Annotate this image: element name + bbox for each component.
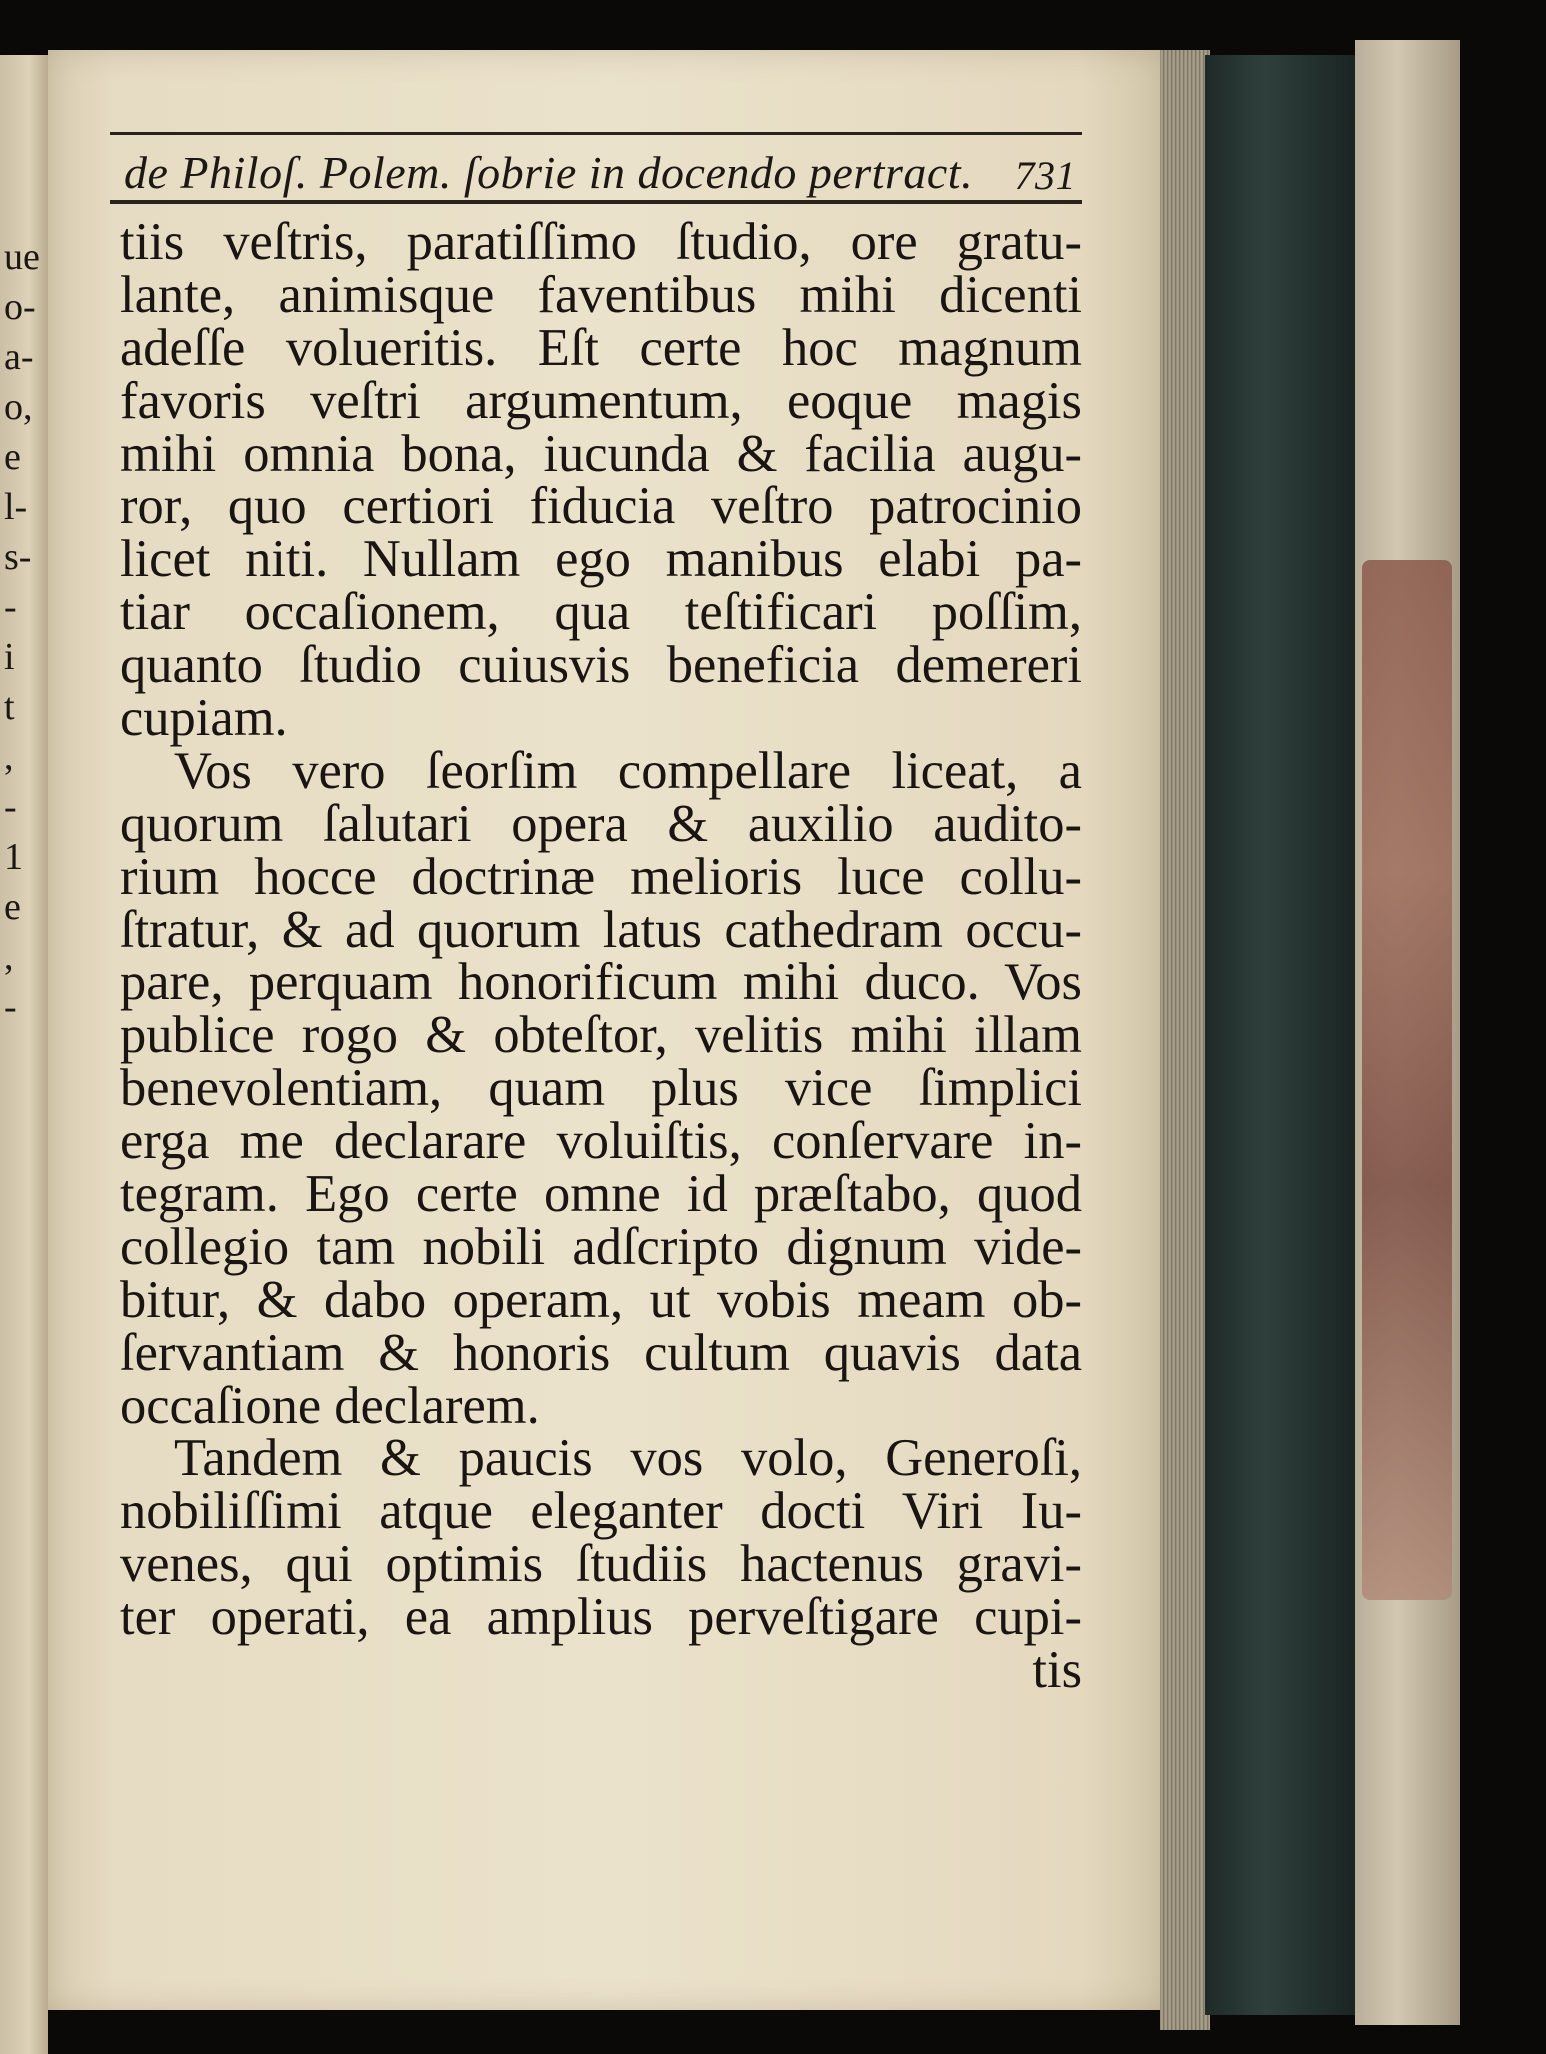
text-line: adeſſe volueritis. Eſt certe hoc magnum (120, 318, 1082, 377)
left-fragment: 1 (4, 836, 23, 878)
header-title: de Philoſ. Polem. ſobrie in docendo pertract. (124, 147, 974, 198)
left-fragment: - (4, 786, 17, 828)
text-line: mihi omnia bona, iucunda & facilia augu- (120, 424, 1082, 483)
text-line: nobiliſſimi atque eleganter docti Viri Iu- (120, 1482, 1082, 1541)
text-line: benevolentiam, quam plus vice ſimplici (120, 1059, 1082, 1118)
left-fragment: i (4, 636, 15, 678)
binding-stain (1362, 560, 1452, 1600)
text-line: quanto ſtudio cuiusvis beneficia demereri (120, 636, 1082, 695)
text-line: occaſione declarem. (120, 1376, 540, 1435)
text-line: venes, qui optimis ſtudiis hactenus gravi- (120, 1535, 1082, 1594)
left-fragment: a- (4, 336, 34, 378)
text-line: erga me declarare voluiſtis, conſervare in- (120, 1112, 1082, 1171)
text-line: ror, quo certiori fiducia veſtro patrocinio (120, 477, 1082, 536)
text-line: tegram. Ego certe omne id præſtabo, quod (120, 1165, 1082, 1224)
text-line: Tandem & paucis vos volo, Generoſi, (174, 1429, 1082, 1488)
body-text (120, 213, 1082, 1700)
left-fragment: l- (4, 486, 28, 528)
left-fragment: - (4, 586, 17, 628)
text-line: ter operati, ea amplius perveſtigare cupi- (120, 1588, 1082, 1647)
text-line: bitur, & dabo operam, ut vobis meam ob- (120, 1270, 1082, 1329)
left-fragment: o- (4, 286, 36, 328)
text-line: pare, perquam honorificum mihi duco. Vos (120, 953, 1082, 1012)
book-cover-edge (1205, 55, 1355, 2015)
header-rule-top (110, 132, 1082, 135)
left-fragment: , (4, 936, 14, 978)
left-fragment: o, (4, 386, 33, 428)
text-line: lante, animisque faventibus mihi dicenti (120, 265, 1082, 324)
page-number: 731 (1014, 153, 1076, 198)
page-edges (1160, 50, 1210, 2030)
text-line: tiis veſtris, paratiſſimo ſtudio, ore gratu- (120, 213, 1082, 271)
text-line: Vos vero ſeorſim compellare liceat, a (174, 741, 1082, 800)
text-line: collegio tam nobili adſcripto dignum vide- (120, 1217, 1082, 1276)
text-line: rium hocce doctrinæ melioris luce collu- (120, 847, 1082, 906)
top-dark-band (0, 0, 1546, 50)
left-fragment: , (4, 736, 14, 778)
left-fragment: t (4, 686, 15, 728)
text-line: cupiam. (120, 689, 288, 748)
text-line: licet niti. Nullam ego manibus elabi pa- (120, 530, 1082, 589)
left-fragment: ue (4, 236, 40, 278)
text-line: publice rogo & obteſtor, velitis mihi illam (120, 1006, 1082, 1065)
text-line: favoris veſtri argumentum, eoque magis (120, 371, 1082, 430)
text-line: quorum ſalutari opera & auxilio audito- (120, 794, 1082, 853)
header-rule-bottom (110, 200, 1082, 204)
text-line: ſtratur, & ad quorum latus cathedram occu- (120, 900, 1082, 959)
left-fragment: e (4, 436, 21, 478)
text-line: ſervantiam & honoris cultum quavis data (120, 1323, 1082, 1382)
book-page (48, 50, 1170, 2010)
left-fragment: e (4, 886, 21, 928)
text-line: tiar occaſionem, qua teſtificari poſſim, (120, 583, 1082, 642)
left-fragment: - (4, 986, 17, 1028)
left-fragment: s- (4, 536, 32, 578)
left-page-edge (0, 55, 48, 2054)
running-header (124, 146, 1084, 206)
catchword: tis (1032, 1641, 1082, 1700)
